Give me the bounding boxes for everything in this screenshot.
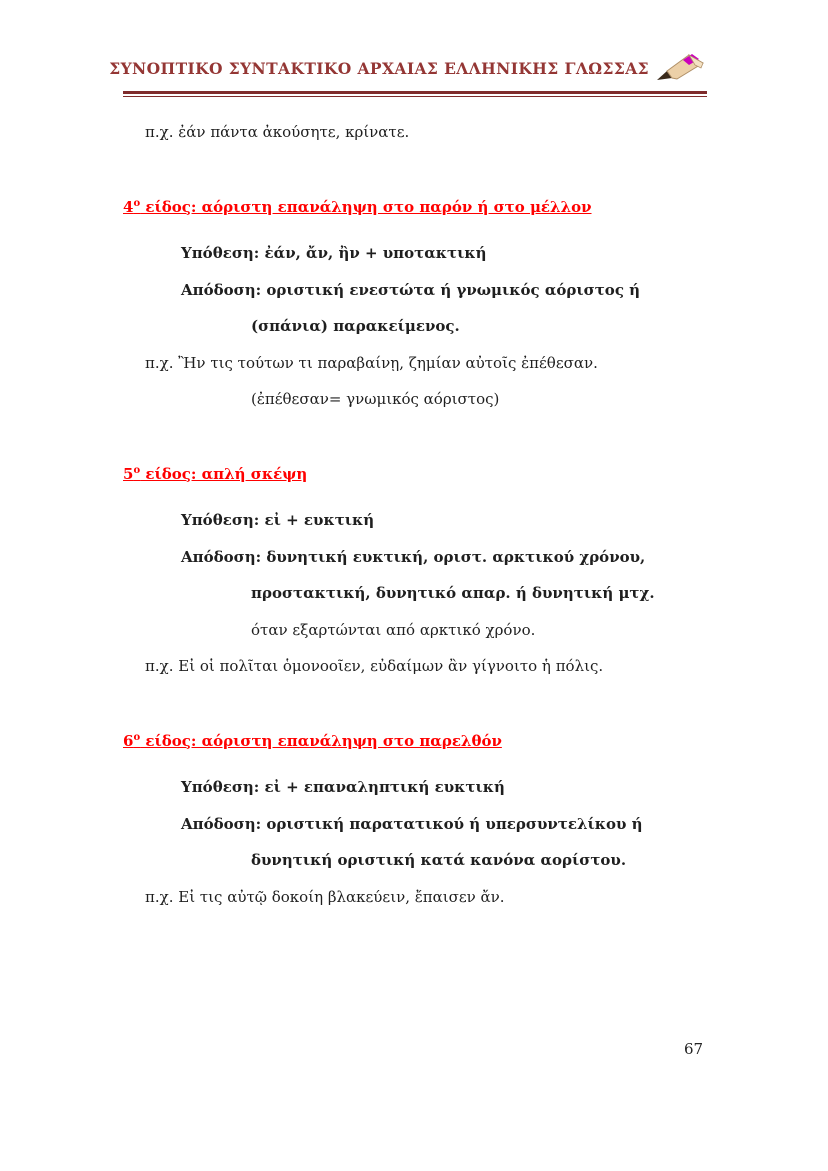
section-4-title: είδος: αόριστη επανάληψη στο παρόν ή στο μέλλον	[140, 197, 592, 216]
section-4-ordinal: ο	[133, 197, 141, 209]
section-5-number: 5	[123, 464, 134, 483]
section-6-apodosis-1: Απόδοση: οριστική παρατατικού ή υπερσυντελίκου ή	[181, 814, 643, 833]
section-5-hypothesis: Υπόθεση: εἰ + ευκτική	[181, 511, 375, 529]
section-5-apodosis-1: Απόδοση: δυνητική ευκτική, οριστ. αρκτικού χρόνου,	[181, 547, 646, 566]
section-4-apodosis-2: (σπάνια) παρακείμενος.	[251, 317, 460, 335]
section-4-apodosis-1: Απόδοση: οριστική ενεστώτα ή γνωμικός αόριστος ή	[181, 280, 641, 299]
section-5-apodosis-3: όταν εξαρτώνται από αρκτικό χρόνο.	[251, 620, 536, 639]
section-6-example: π.χ. Εἰ τις αὐτῷ δοκοίη βλακεύειν, ἔπαισεν ἄν.	[145, 887, 505, 906]
intro-example-line: π.χ. ἐάν πάντα ἀκούσητε, κρίνατε.	[145, 123, 410, 141]
section-4-example: π.χ. Ἢν τις τούτων τι παραβαίνῃ, ζημίαν αὐτοῖς ἐπέθεσαν.	[145, 353, 598, 372]
section-5-heading-text	[123, 465, 307, 483]
section-6-number: 6	[123, 731, 134, 750]
section-4-note: (ἐπέθεσαν= γνωμικός αόριστος)	[251, 390, 500, 408]
section-6-apodosis-2: δυνητική οριστική κατά κανόνα αορίστου.	[251, 851, 627, 869]
section-4-heading-text	[123, 198, 592, 216]
section-6-heading-text	[123, 732, 502, 750]
page-number: 67	[684, 1040, 704, 1058]
section-4-number: 4	[123, 197, 134, 216]
section-5-heading	[123, 463, 728, 486]
section-5-title: είδος: απλή σκέψη	[140, 464, 308, 483]
section-5-apodosis-2: προστακτική, δυνητικό απαρ. ή δυνητική μτχ.	[251, 584, 655, 602]
section-6-hypothesis: Υπόθεση: εἰ + επαναληπτική ευκτική	[181, 778, 505, 796]
document-title: ΣΥΝΟΠΤΙΚΟ ΣΥΝΤΑΚΤΙΚΟ ΑΡΧΑΙΑΣ ΕΛΛΗΝΙΚΗΣ ΓΛΩΣΣΑΣ	[109, 58, 649, 78]
section-6-ordinal: ο	[133, 731, 141, 743]
section-type-4	[123, 196, 728, 411]
section-5-example: π.χ. Εἰ οἱ πολῖται ὁμονοοῖεν, εὐδαίμων ἂν γίγνοιτο ἡ πόλις.	[145, 657, 604, 675]
section-4-heading	[123, 196, 728, 219]
writing-hand-pen-icon	[655, 52, 707, 84]
section-4-hypothesis: Υπόθεση: ἐάν, ἄν, ἢν + υποτακτική	[181, 244, 487, 262]
section-6-heading	[123, 730, 728, 753]
header-row	[109, 52, 707, 84]
section-5-ordinal: ο	[133, 464, 141, 476]
section-6-title: είδος: αόριστη επανάληψη στο παρελθόν	[140, 731, 502, 750]
document-body	[0, 97, 828, 908]
section-type-6	[123, 730, 728, 909]
section-type-5	[123, 463, 728, 678]
document-header	[0, 0, 828, 97]
